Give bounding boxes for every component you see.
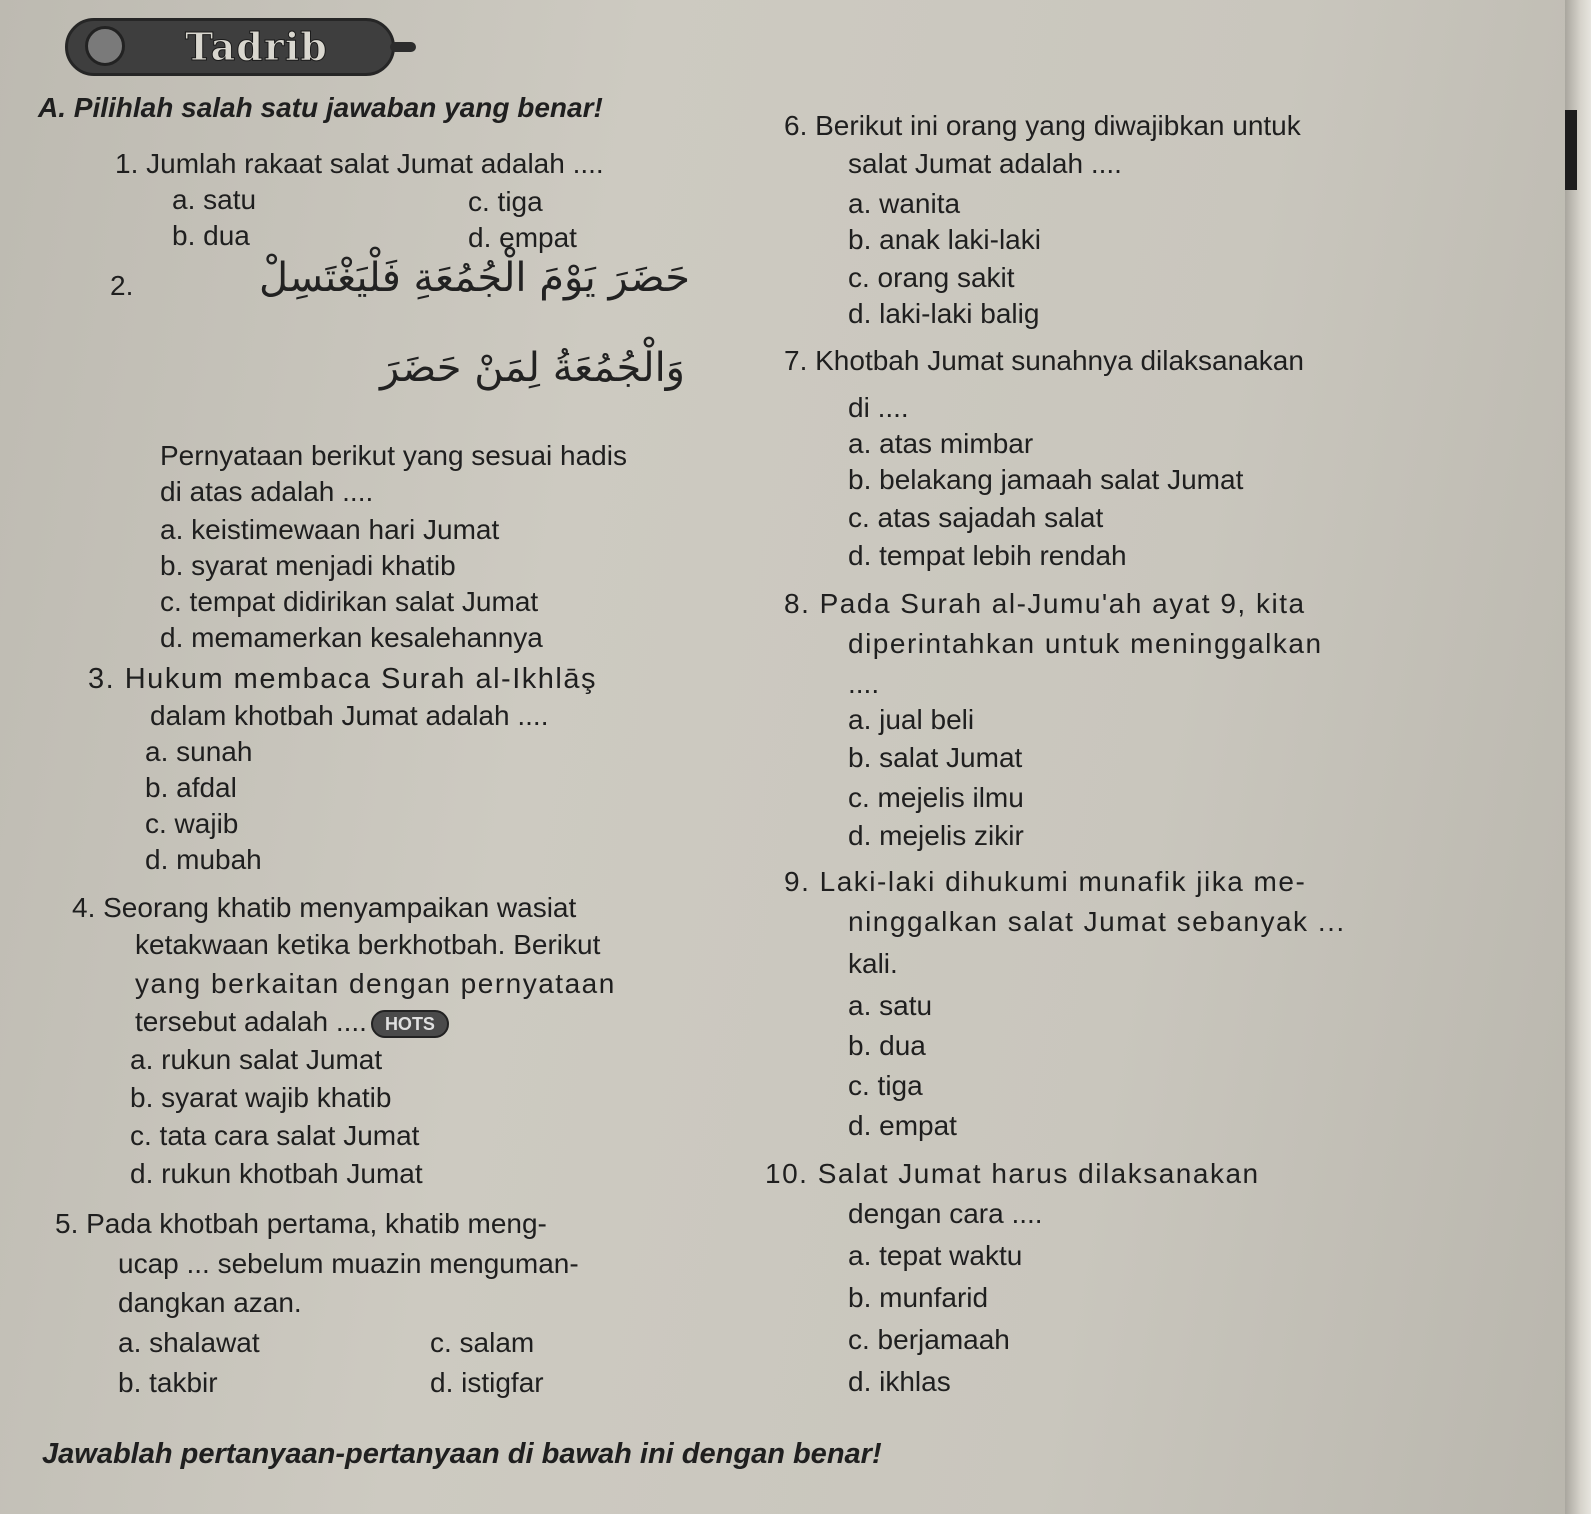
header-title: Tadrib (185, 24, 328, 69)
q1-option-d: d. empat (468, 222, 577, 253)
q8-option-a: a. jual beli (848, 704, 975, 735)
q10-option-a: a. tepat waktu (848, 1240, 1023, 1271)
q6-option-a: a. wanita (848, 188, 961, 219)
q9-option-a: a. satu (848, 990, 933, 1021)
q2-option-c: c. tempat didirikan salat Jumat (160, 586, 539, 617)
q2-arabic-line-1: حَضَرَ يَوْمَ الْجُمُعَةِ فَلْيَغْتَسِلْ (259, 255, 690, 301)
q7-option-a: a. atas mimbar (848, 428, 1034, 459)
page-edge (1565, 0, 1591, 1514)
q7-question-line-1: 7. Khotbah Jumat sunahnya dilaksanakan (784, 345, 1304, 376)
q4-option-a: a. rukun salat Jumat (130, 1044, 383, 1075)
q5-question-line-3: dangkan azan. (118, 1287, 302, 1318)
q4-question-line-2: ketakwaan ketika berkhotbah. Berikut (135, 929, 601, 960)
q1-option-a: a. satu (172, 184, 257, 215)
q10-option-b: b. munfarid (848, 1282, 989, 1313)
q3-option-a: a. sunah (145, 736, 253, 767)
header-circle-icon (85, 26, 125, 66)
q6-option-d: d. laki-laki balig (848, 298, 1040, 329)
q6-question-line-2: salat Jumat adalah .... (848, 148, 1122, 179)
q4-question-line-3: yang berkaitan dengan pernyataan (135, 968, 616, 999)
q5-option-d: d. istigfar (430, 1367, 544, 1398)
q2-question-line-1: Pernyataan berikut yang sesuai hadis (160, 440, 627, 471)
section-b-instruction: Jawablah pertanyaan-pertanyaan di bawah ini dengan benar! (42, 1438, 882, 1470)
hots-badge: HOTS (371, 1010, 449, 1038)
q10-option-c: c. berjamaah (848, 1324, 1010, 1355)
q6-option-c: c. orang sakit (848, 262, 1015, 293)
header-tail (390, 42, 416, 52)
q2-question-line-2: di atas adalah .... (160, 476, 374, 507)
q1-option-b: b. dua (172, 220, 250, 251)
q2-number: 2. (110, 270, 134, 301)
q2-option-a: a. keistimewaan hari Jumat (160, 514, 500, 545)
q5-option-b: b. takbir (118, 1367, 218, 1398)
q10-option-d: d. ikhlas (848, 1366, 951, 1397)
q6-option-b: b. anak laki-laki (848, 224, 1041, 255)
q4-option-b: b. syarat wajib khatib (130, 1082, 392, 1113)
q3-option-c: c. wajib (145, 808, 239, 839)
section-header (65, 18, 420, 76)
q7-question-line-2: di .... (848, 392, 909, 423)
q8-option-b: b. salat Jumat (848, 742, 1023, 773)
q8-question-line-3: .... (848, 668, 880, 699)
q5-question-line-2: ucap ... sebelum muazin menguman- (118, 1248, 579, 1279)
q9-option-b: b. dua (848, 1030, 926, 1061)
page-edge-tab (1565, 110, 1577, 190)
q2-option-b: b. syarat menjadi khatib (160, 550, 456, 581)
q7-option-b: b. belakang jamaah salat Jumat (848, 464, 1244, 495)
q8-question-line-1: 8. Pada Surah al-Jumu'ah ayat 9, kita (784, 588, 1306, 619)
q5-option-a: a. shalawat (118, 1327, 260, 1358)
q5-option-c: c. salam (430, 1327, 535, 1358)
q2-arabic-line-2: وَالْجُمُعَةُ لِمَنْ حَضَرَ (380, 345, 685, 391)
q9-question-line-3: kali. (848, 948, 898, 979)
q8-question-line-2: diperintahkan untuk meninggalkan (848, 628, 1323, 659)
q4-question-line-1: 4. Seorang khatib menyampaikan wasiat (72, 892, 577, 923)
q8-option-c: c. mejelis ilmu (848, 782, 1024, 813)
q7-option-c: c. atas sajadah salat (848, 502, 1104, 533)
q3-option-d: d. mubah (145, 844, 262, 875)
q4-option-c: c. tata cara salat Jumat (130, 1120, 420, 1151)
q10-question-line-2: dengan cara .... (848, 1198, 1043, 1229)
q4-question-line-4 (135, 1006, 449, 1038)
section-a-title: A. Pilihlah salah satu jawaban yang benar! (38, 92, 603, 123)
q4-option-d: d. rukun khotbah Jumat (130, 1158, 423, 1189)
q5-question-line-1: 5. Pada khotbah pertama, khatib meng- (55, 1208, 547, 1239)
q9-option-c: c. tiga (848, 1070, 923, 1101)
q6-question-line-1: 6. Berikut ini orang yang diwajibkan untuk (784, 110, 1301, 141)
q10-question-line-1: 10. Salat Jumat harus dilaksanakan (765, 1158, 1260, 1189)
q9-question-line-2: ninggalkan salat Jumat sebanyak ... (848, 906, 1346, 937)
q8-option-d: d. mejelis zikir (848, 820, 1024, 851)
q9-option-d: d. empat (848, 1110, 957, 1141)
q3-option-b: b. afdal (145, 772, 237, 803)
q3-question-line-1: 3. Hukum membaca Surah al-Ikhlāş (88, 663, 597, 695)
q1-question: 1. Jumlah rakaat salat Jumat adalah .... (115, 148, 604, 179)
q7-option-d: d. tempat lebih rendah (848, 540, 1127, 571)
q3-question-line-2: dalam khotbah Jumat adalah .... (150, 700, 549, 731)
q4-question-text: tersebut adalah .... (135, 1006, 367, 1037)
q2-option-d: d. memamerkan kesalehannya (160, 622, 543, 653)
q9-question-line-1: 9. Laki-laki dihukumi munafik jika me- (784, 866, 1307, 897)
q1-option-c: c. tiga (468, 186, 543, 217)
